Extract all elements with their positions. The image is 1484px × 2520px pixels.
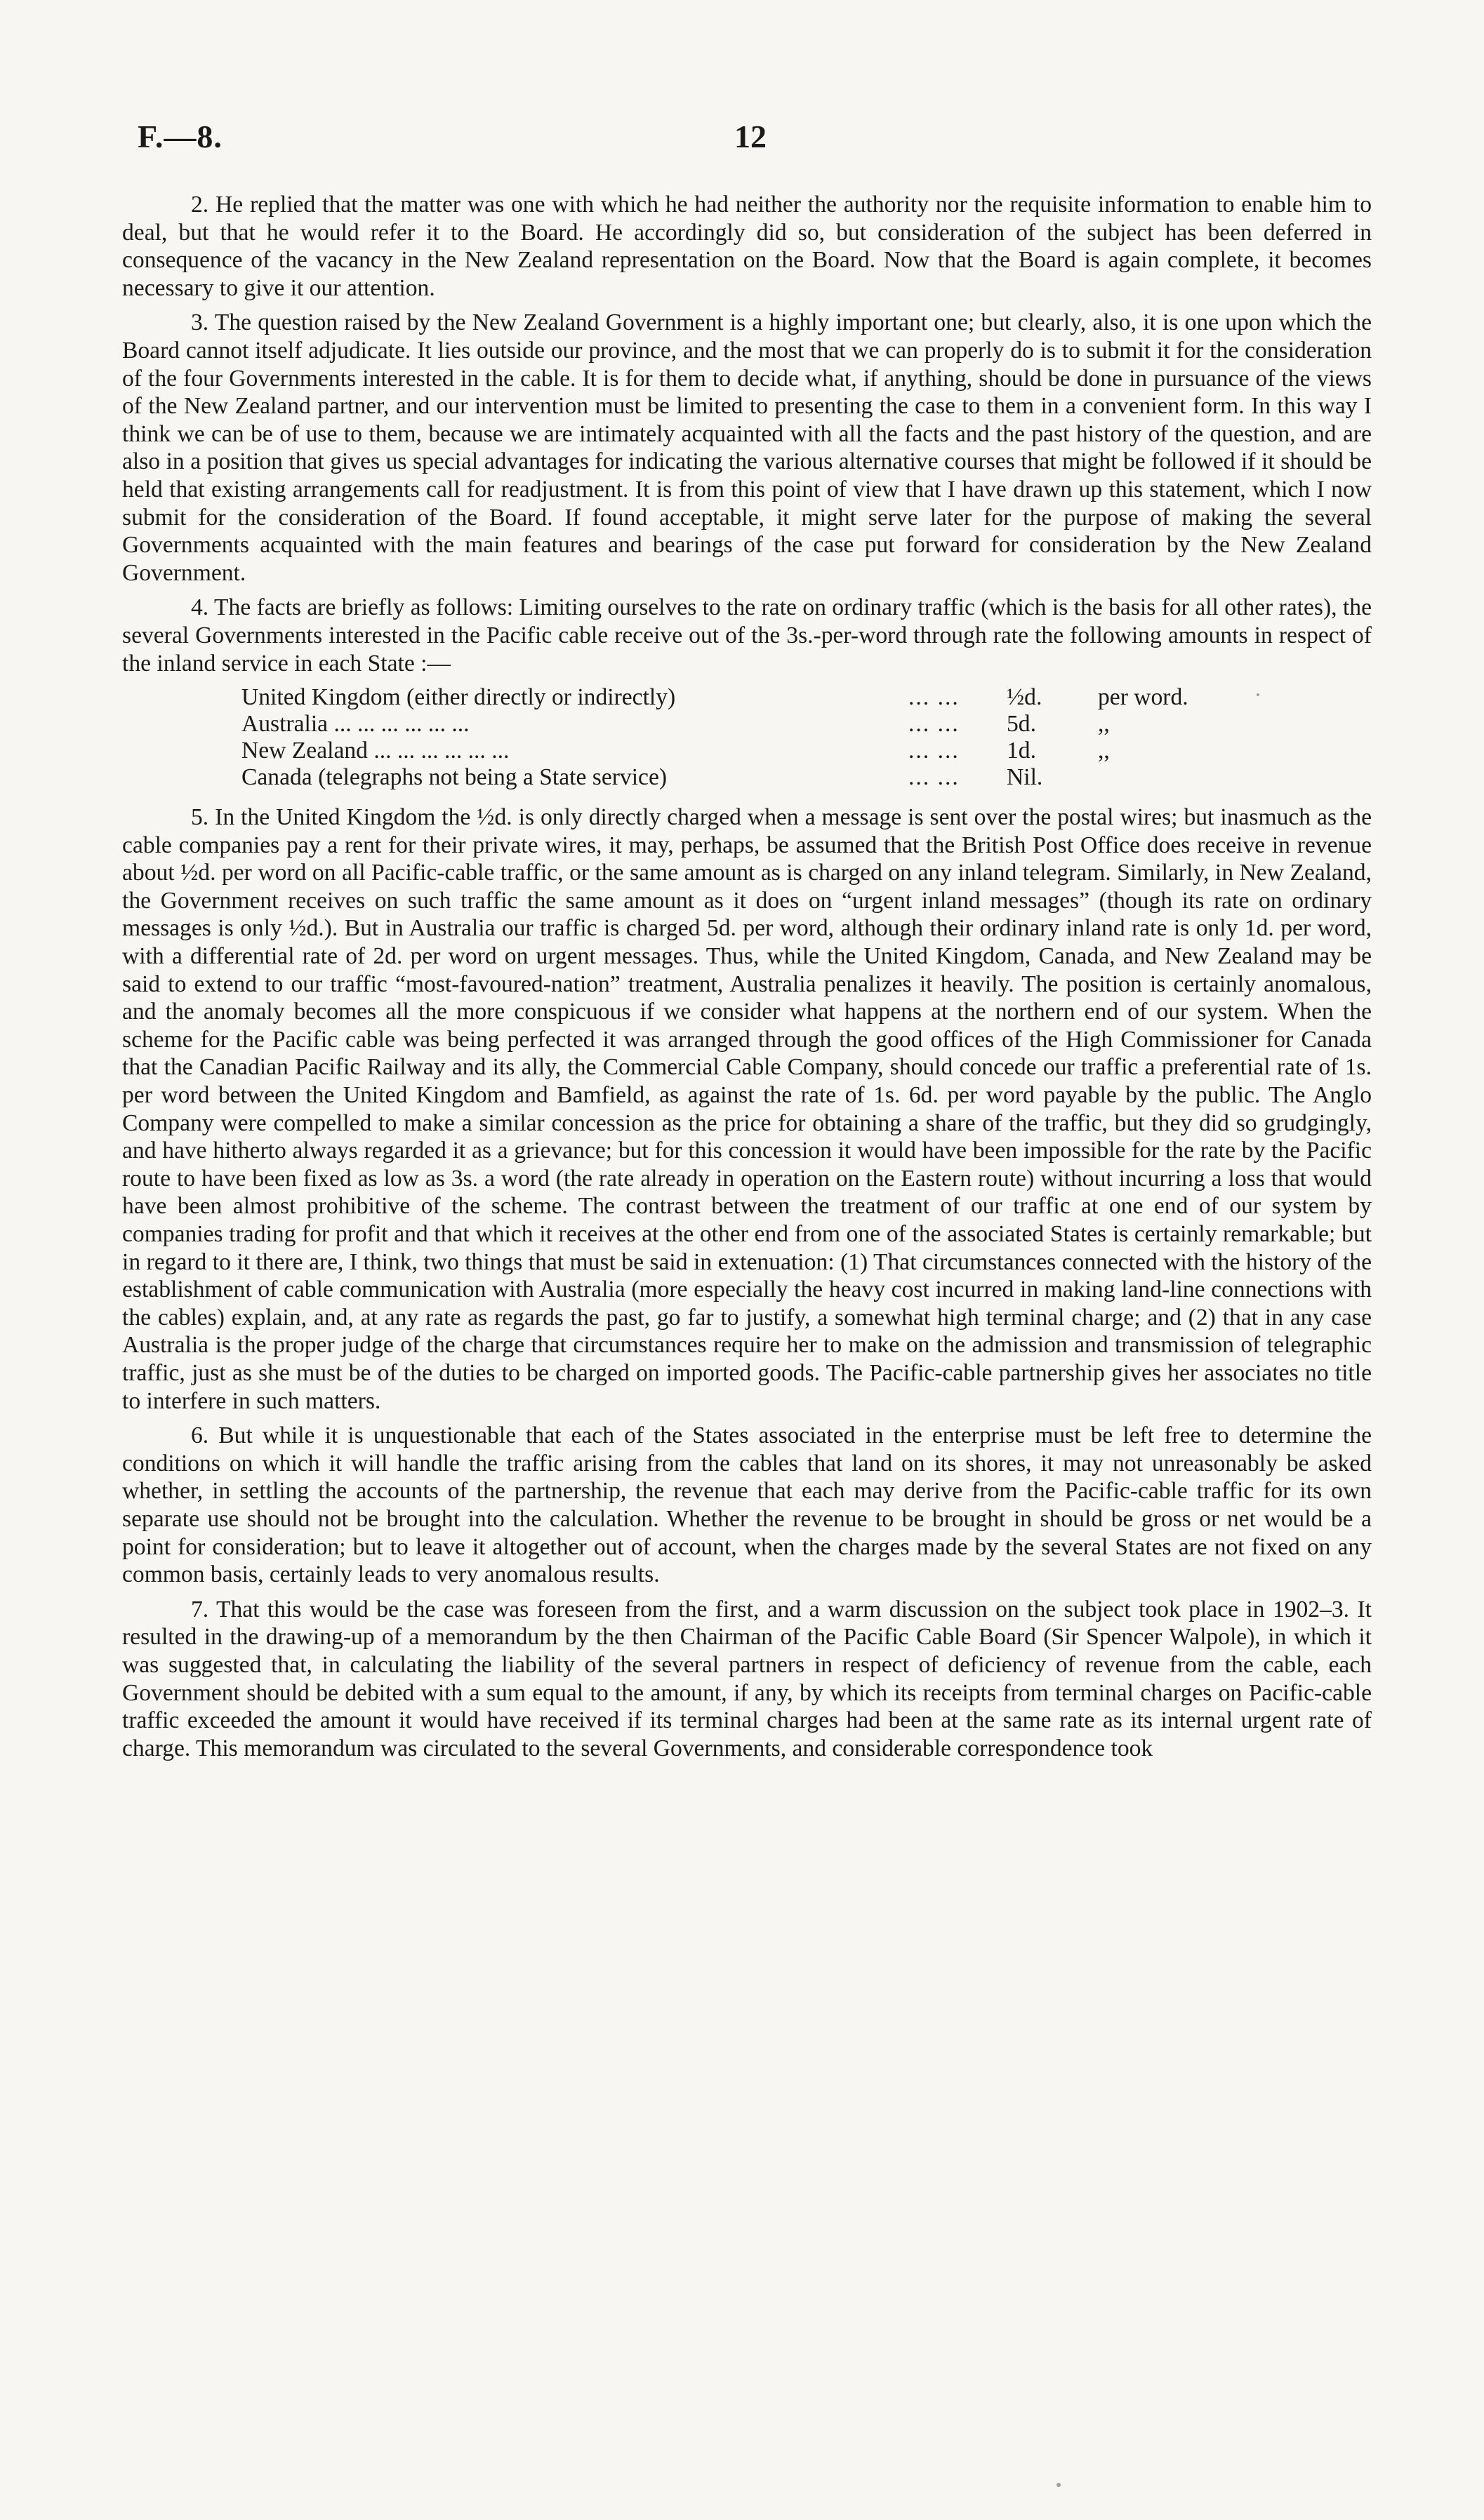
document-reference: F.—8. [138,119,223,154]
paragraph-6: 6. But while it is unquestionable that each of the States associated in the enterprise must be left free to determine the conditions on which it will handle the traffic arising from the cables that land on its shores, it may not unreasonably be asked whether, in settling the accounts of the partnership, the revenue that each may derive from the Pacific-cable traffic for its own separate use should not be brought into the calculation. Whether the revenue to be brought in should be gross or net would be a point for consideration; but to leave it altogether out of account, when the charges made by the several States are not fixed on any common basis, certainly leads to very anomalous results. [122,1422,1372,1588]
page-number: 12 [734,119,767,154]
rate-amount: 5d. [1007,711,1036,738]
document-body [122,191,1372,1769]
rate-leader: ... ... [908,684,960,711]
rate-amount: ½d. [1007,684,1042,711]
rate-unit: ,, [1098,738,1110,764]
scan-speck [1257,693,1259,696]
rate-state: New Zealand ... ... ... ... ... ... [241,738,510,764]
rate-leader: ... ... [908,711,960,738]
rate-unit: per word. [1098,684,1188,711]
rate-unit [1098,764,1245,791]
rate-row-new-zealand [241,738,1245,764]
paragraph-7: 7. That this would be the case was foreseen from the first, and a warm discussion on the subject took place in 1902–3. It resulted in the drawing-up of a memorandum by the then Chairman of the Pacific Cable Board (Sir Spencer Walpole), in which it was suggested that, in calculating the liability of the several partners in respect of deficiency of revenue from the cable, each Government should be debited with a sum equal to the amount, if any, by which its receipts from terminal charges on Pacific-cable traffic exceeded the amount it would have received if its terminal charges had been at the same rate as its internal urgent rate of charge. This memorandum was circulated to the several Governments, and considerable correspondence took [122,1596,1372,1761]
rate-unit: ,, [1098,711,1110,738]
page-header [138,118,1370,167]
rate-state: Australia ... ... ... ... ... ... [241,711,470,738]
rate-leader: ... ... [908,764,960,791]
rate-row-australia [241,711,1245,738]
rate-row-united-kingdom [241,684,1245,711]
paragraph-2: 2. He replied that the matter was one with which he had neither the authority nor the requisite information to enable him to deal, but that he would refer it to the Board. He accordingly did so, but consideration of the subject has been deferred in consequence of the vacancy in the New Zealand representation on the Board. Now that the Board is again complete, it becomes necessary to give it our attention. [122,192,1372,301]
rate-state: Canada (telegraphs not being a State service) [241,764,668,791]
rate-leader: ... ... [908,738,960,764]
paragraph-5: 5. In the United Kingdom the ½d. is only directly charged when a message is sent over the postal wires; but inasmuch as the cable companies pay a rent for their private wires, it may, perhaps, be assumed that the British Post Office does receive in revenue about ½d. per word on all Pacific-cable traffic, or the same amount as is charged on any inland telegram. Similarly, in New Zealand, the Government receives on such traffic the same amount as it does on “urgent inland messages” (though its rate on ordinary messages is only ½d.). But in Australia our traffic is charged 5d. per word, although their ordinary inland rate is only 1d. per word, with a differential rate of 2d. per word on urgent messages. Thus, while the United Kingdom, Canada, and New Zealand may be said to extend to our traffic “most-favoured-nation” treatment, Australia penalizes it heavily. The position is certainly anomalous, and the anomaly becomes all the more conspicuous if we consider what happens at the northern end of our system. When the scheme for the Pacific cable was being perfected it was arranged through the good offices of the High Commissioner for Canada that the Canadian Pacific Railway and its ally, the Commercial Cable Company, should concede our traffic a preferential rate of 1s. per word between the United Kingdom and Bamfield, as against the rate of 1s. 6d. per word payable by the public. The Anglo Company were compelled to make a similar concession as the price for obtaining a share of the traffic, but they did so grudgingly, and have hitherto always regarded it as a grievance; but for this concession it would have been impossible for the rate by the Pacific route to have been fixed as low as 3s. a word (the rate already in operation on the Eastern route) without incurring a loss that would have been almost prohibitive of the scheme. The contrast between the treatment of our traffic at one end of our system by companies trading for profit and that which it receives at the other end from one of the associated States is certainly remarkable; but in regard to it there are, I think, two things that must be said in extenuation: (1) That circumstances connected with the history of the establishment of cable communication with Australia (more especially the heavy cost incurred in making land-line connections with the cables) explain, and, at any rate as regards the past, go far to justify, a somewhat high terminal charge; and (2) that in any case Australia is the proper judge of the charge that circumstances require her to make on the admission and transmission of telegraphic traffic, just as she must be of the duties to be charged on imported goods. The Pacific-cable partnership gives her associates no title to interfere in such matters. [122,804,1372,1414]
terminal-rate-table [241,684,1245,791]
rate-amount: Nil. [1007,764,1043,791]
rate-amount: 1d. [1007,738,1036,764]
rate-state: United Kingdom (either directly or indirectly) [241,684,676,711]
paragraph-3: 3. The question raised by the New Zealand Government is a highly important one; but clearly, also, it is one upon which the Board cannot itself adjudicate. It lies outside our province, and the most that we can properly do is to submit it for the consideration of the four Governments interested in the cable. It is for them to decide what, if anything, should be done in pursuance of the views of the New Zealand partner, and our intervention must be limited to presenting the case to them in a convenient form. In this way I think we can be of use to them, because we are intimately acquainted with all the facts and the past history of the question, and are also in a position that gives us special advantages for indicating the various alternative courses that might be followed if it should be held that existing arrangements call for readjustment. It is from this point of view that I have drawn up this statement, which I now submit for the consideration of the Board. If found acceptable, it might serve later for the purpose of making the several Governments acquainted with the main features and bearings of the case put forward for consideration by the New Zealand Government. [122,309,1372,586]
rate-row-canada [241,764,1245,791]
paragraph-4: 4. The facts are briefly as follows: Limiting ourselves to the rate on ordinary traffic (which is the basis for all other rates), the several Governments interested in the Pacific cable receive out of the 3s.-per-word through rate the following amounts in respect of the inland service in each State :— [122,594,1372,676]
scan-speck [1056,2483,1061,2487]
